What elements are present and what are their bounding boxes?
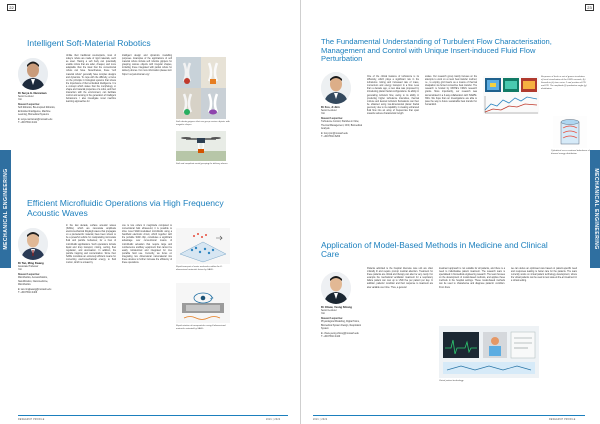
footer-year-left: 2021 | 2022	[266, 419, 281, 421]
phone-number: T: +603 5514 4440	[321, 336, 341, 339]
portrait-foo	[321, 72, 351, 104]
body-column-2: one to two orders in magnitude compared to conventional bulk ultrasound, it is possible to drive novel SAW-modulated microfluidic using a handheld electronic circuit, which together with the portable SAW chip, constitutes a significant advantage over conventional means of microfluidic actuation that require large and cumbersome ancillary equipment that cannot be easily miniaturized and integrated for true portable field use. Currently, we focus on integrating low dimensional nanomaterial into these devices to further increase the efficiency of these operations.	[122, 225, 172, 265]
researcher-school: Yeti	[18, 268, 22, 271]
bio-model-based	[321, 306, 363, 339]
bio-turbulent	[321, 106, 363, 139]
email-link[interactable]: E: chiew.yeong.shiong@monash.edu	[321, 333, 359, 335]
researcher-name: Dr Surya G. Nurzaman	[18, 92, 47, 95]
figure-virtual-patient	[439, 326, 539, 378]
email-link[interactable]: E: surya.nurzaman@monash.edu	[18, 119, 53, 121]
page-number-right: 23	[585, 4, 594, 11]
figure-fractal-grid-response	[483, 76, 539, 114]
figure-water-transport	[176, 228, 230, 264]
article-title-model-based: Application of Model-Based Methods in Medicine and Clinical Care	[321, 240, 548, 260]
figure-cylindrical-turbulence	[553, 116, 587, 148]
caption-water-transport: Rapid transport of water molecules within the 2-dimensional materials driven by SAWs	[176, 266, 223, 271]
caption-virtual-patient: Virtual patient technology	[439, 380, 464, 382]
phone-number: T: +603 5514 4406	[18, 292, 38, 295]
expertise-label: Research expertise:	[321, 118, 343, 121]
researcher-school: Yeti	[18, 98, 22, 101]
figure-soft-grippers	[176, 57, 226, 119]
researcher-role: Senior Lecturer	[18, 95, 34, 98]
section-tab-left	[0, 150, 11, 268]
body-column-2: treatment approach is not suitable for all patients, and there is a need to individualise patient treatment. The research team is specialised in biomedical engineering research. The team focuses on the development of model-based methods, and applies these methods in the hospital settings. These model-based methods can be used to characterise and diagnose patients' condition. From there	[439, 268, 505, 289]
phone-number: T: +603 5514 6260	[321, 136, 341, 139]
researcher-name: Dr Chiew, Yeong Shiong	[321, 306, 352, 309]
caption-nanoparticle-rotation: Rapid rotation of nanoparticles using 2-dimensional materials actuated by SAWs	[176, 325, 226, 330]
body-column-1: In the last decade, surface acoustic waves (SAWs), which are nanoscale amplitude electromechanical Rayleigh waves that propagate on a piezoelectric material, have been shown to be a powerful vehicle for manipulating microscale fluid and particle behaviour, for a host of microfluidic applications. Such operations include liquid and drop transport, mixing, sorting, flow regulation, and atomisation. In addition, the particle trapping and concentration. Since then SAWs constitute an extremely efficient means for converting electromechanical energy to fluid motion, which is at least by	[66, 225, 116, 265]
researcher-name: Dr Foo, Ji Jinn	[321, 106, 340, 109]
researcher-school: Yeti	[321, 112, 325, 115]
expertise-label: Research expertise:	[18, 274, 40, 277]
email-link[interactable]: E: foo.ji.jinn@monash.edu	[321, 133, 348, 135]
caption-fractal-grid-response: Response of fresh or cut of grease insulation: a) local visualisation of the 0.625 seconds; (b) Smooth in (c) time series 1 and position of PIV and PIV. The amplitude (f) production angle (g) distribution.	[541, 76, 587, 90]
expertise-keywords: Microfluidics, Acoustofluidics, Nanofiltration, Nanomedicine, Microfluidics	[18, 277, 49, 286]
body-column-1: Unlike their traditional counterparts, most of today's robots are made of rigid materials, such as steel. Having a soft body can potentially enable robots that are safer, cheaper, and more adaptable than the ideal that the conventional robots can have. Nevertheless, these "soft material robots" generally have complex designs and dynamics. To cope with the difficulty, a focus on the principle in biological systems that shows the importance of their embodied intelligence. It is a concept which states that the morphology or shape and material properties of a robot, and their interaction with the environment, can facilitate control and sensing in the generation of intelligent behaviours. I also investigate novel machine learning approaches for	[66, 55, 116, 104]
footer-rule-right	[313, 415, 585, 416]
figure-drone-grasping	[176, 131, 226, 161]
section-label-left: MECHANICAL ENGINEERING	[2, 168, 9, 250]
email-link[interactable]: E: tan.mingkwang@monash.edu	[18, 289, 52, 291]
body-column-2: scales. Our research group mainly focuses on the attempts to work on a novel heat transfer method, i.e., to employ grid inserts as a means of thermal dissipation via forced convective heat transfer. The research is funded by MOHE's FRGS research grants. More importantly, our research was demonstrated in a 3-way collaboration with ISAWM-NSG. We hope that our investigations are able to pave the way to future sustainable heat transfer for humankind.	[425, 76, 477, 106]
expertise-keywords: Soft Robotics, Bio-inspired Robotics, Embodied Intelligence, Machine Learning, Biomedical Systems	[18, 107, 56, 116]
caption-cylindrical-turbulence: Cylindrical cross-sectional turbulence of thermal energy distribution	[551, 150, 590, 155]
expertise-label: Research expertise:	[18, 104, 40, 107]
caption-drone-grasping: Soft and compliant aerial grasping for delivery drones	[176, 163, 228, 165]
researcher-role: Senior Lecturer	[321, 309, 337, 312]
expertise-label: Research expertise:	[321, 318, 343, 321]
portrait-chiew	[321, 272, 351, 304]
body-column-1: One of the critical features of turbulence is its diffusivity, which plays a significant role in the turbulence mixing and increased rate of mass, momentum and energy transport in a flow. Less than a decade ago, a new idea was proposed by introducing planar fractal configurations. Its ability in generating turbulent flow, owing to its ability in producing higher turbulence intensities, thermal mixture and desired turbulent fluctuations can then be obtained using low-dimensional planar fractal geometry due to its capability in creating enhanced fluid flow into an array of frequencies that span towards various characteristic length	[367, 76, 419, 116]
body-column-2: intelligent design and dynamics modelling purposes. Examples of the applications of soft material robots include soft robotics grippers for grasping various objects with irregular shapes, including those integrated with partial robots for delivery drones. For more information please visit: https:// suryanurzaman.org/	[122, 55, 172, 76]
bio-soft-robotics	[18, 92, 60, 125]
page-number-left: 22	[7, 4, 16, 11]
phone-number: T: +603 5514 4441	[18, 122, 38, 125]
article-title-turbulent: The Fundamental Understanding of Turbulent Flow Characterisation, Management and Control with Unique Insert-induced Fluid Flow Perturbation	[321, 37, 552, 63]
expertise-keywords: Physiological Modelling, Digital Twins, Biomedical System Design, Respiration System	[321, 321, 362, 330]
portrait-nurzaman	[18, 58, 48, 90]
body-column-3: we can derive an optimised care based on patient-specific need and responses leading to better care for the patients. The team currently works on virtual patient technology development, where the virtual patients can be used to test state-of-the-art treatment in a virtual setting.	[511, 268, 577, 283]
researcher-name: Dr Tan, Ming Kwang	[18, 262, 44, 265]
body-column-1: Patients admitted to the hospital intensive care unit are often critically ill and require prompt medical attention. Treatment for these patients are critical and therapy can also be very costly. For example the mechanical ventilation treatment for a respiratory failure patient can cost up to USD five per patient per day. In addition, patients' condition and their response to treatment are also variable over time. Thus, a general	[367, 268, 433, 289]
section-tab-right	[590, 150, 600, 268]
figure-nanoparticle-rotation	[176, 283, 230, 323]
bio-microfluidic	[18, 262, 60, 295]
portrait-tan	[18, 228, 48, 260]
footer-year-right: 2021 | 2022	[313, 419, 328, 421]
researcher-role: Senior Lecturer	[321, 109, 337, 112]
footer-title-right: RESEARCH PROFILE	[549, 419, 576, 421]
footer-title-left: RESEARCH PROFILE	[18, 419, 45, 421]
article-title-microfluidic: Efficient Microfluidic Operations via High Frequency Acoustic Waves	[27, 198, 224, 218]
expertise-keywords: Turbulence Control, Particles in Flow, Thermal Management, CFD, Biomedical Analysis	[321, 121, 362, 130]
section-label-right: MECHANICAL ENGINEERING	[592, 168, 599, 250]
researcher-role: Associate Professor	[18, 265, 39, 268]
right-page	[300, 0, 600, 424]
article-title-soft-robotics: Intelligent Soft-Material Robotics	[27, 38, 151, 48]
caption-soft-grippers: Soft robotic grippers that can grasp various objects with irregular shapes	[176, 121, 230, 126]
researcher-school: Yeti	[321, 312, 325, 315]
footer-rule-left	[18, 415, 288, 416]
